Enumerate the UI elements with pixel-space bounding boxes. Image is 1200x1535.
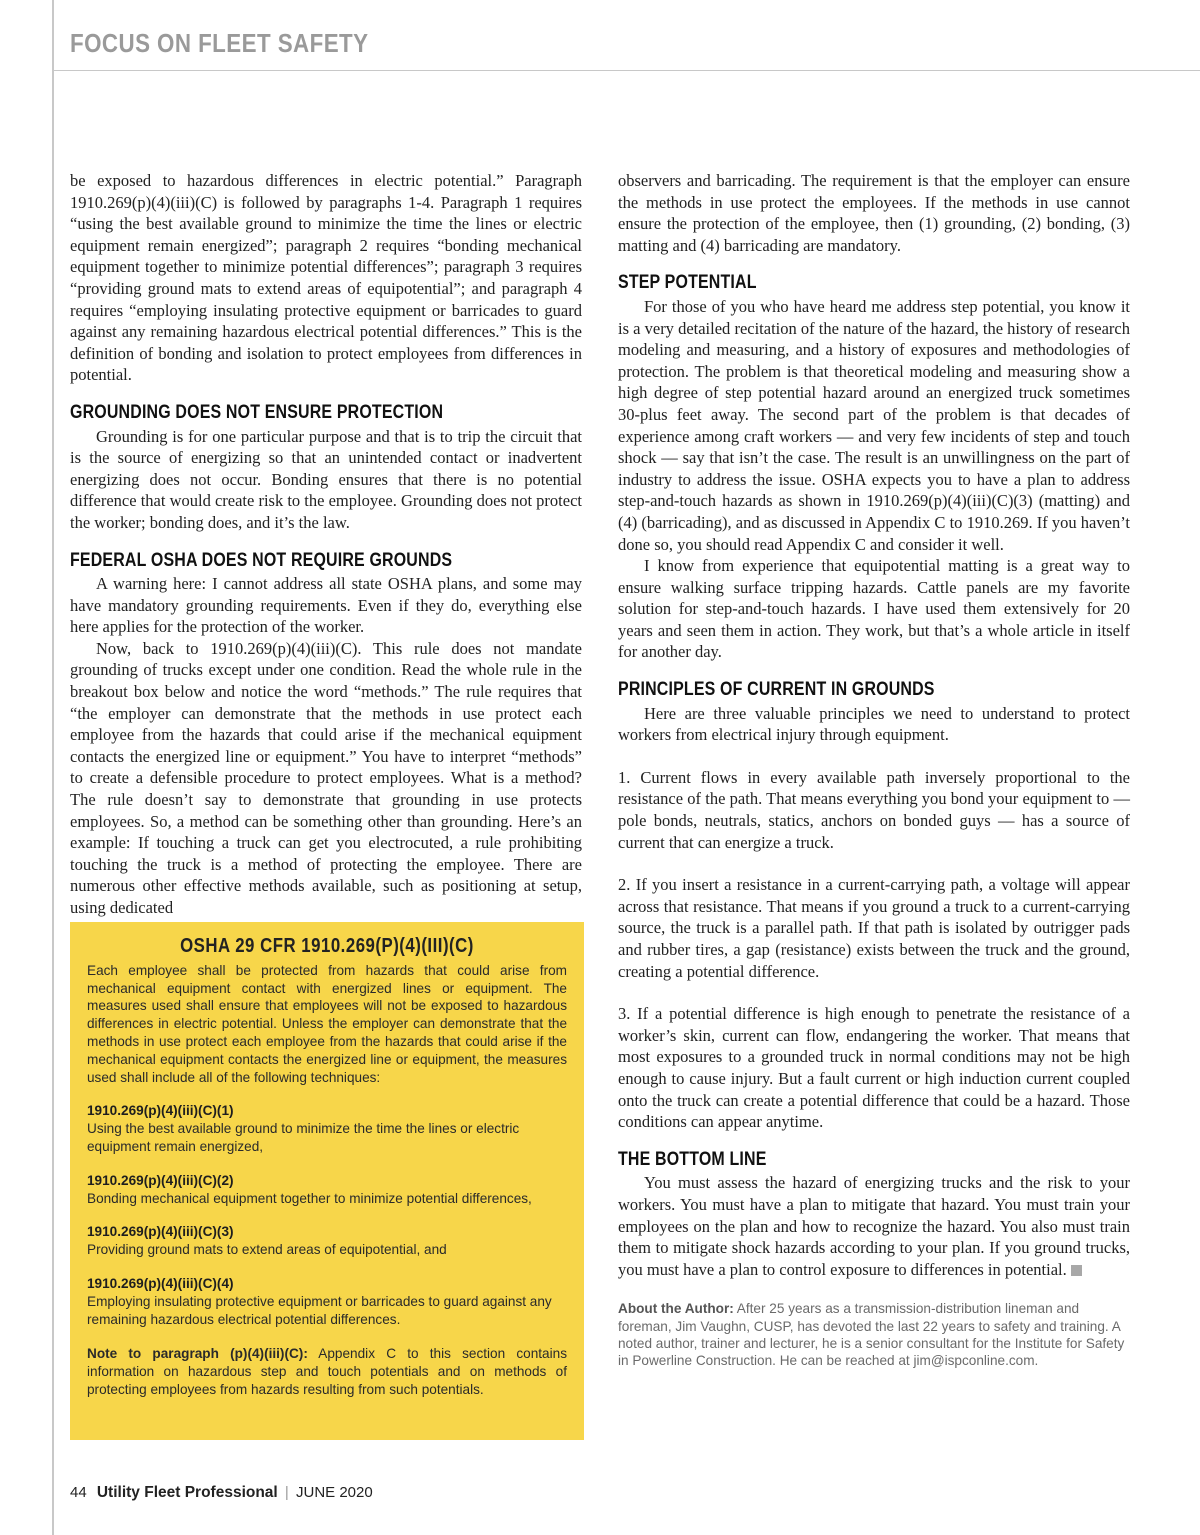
principle-1: 1. Current flows in every available path inversely proportional to the resistance of the path. That means everything you bond your equipment to — pole bonds, neutrals, statics, anchors on bonded guys — has a source of current that can energize a truck. — [618, 767, 1130, 852]
left-margin-rule — [52, 0, 54, 1535]
sidebar-item-ref: 1910.269(p)(4)(iii)(C)(4) — [87, 1275, 234, 1291]
sidebar-item-text: Employing insulating protective equipment or barricades to guard against any remaining hazardous electrical potential differences. — [87, 1293, 552, 1327]
bottom-line-text: You must assess the hazard of energizing trucks and the risk to your workers. You must have a plan to mitigate that hazard. You must train your employees on the plan and how to recognize the hazard. You also must train them to mitigate shock hazards according to your plan. If you ground trucks, you must have a plan to control exposure to differences in potential. — [618, 1173, 1130, 1279]
paragraph: Now, back to 1910.269(p)(4)(iii)(C). This rule does not mandate grounding of trucks except under one condition. Read the whole rule in the breakout box below and notice the word “methods.” The rule requires that “the employer can demonstrate that the methods in use protect each employee from the hazards that could arise if the mechanical equipment contacts the energized line or equipment.” You have to interpret “methods” to create a defensible procedure to protect employees. What is a method? The rule doesn’t say to demonstrate that grounding in use protects employees. So, a method can be something other than grounding. Here’s an example: If touching a truck can get you electrocuted, a rule prohibiting touching the truck is a method of protecting the employee. There are numerous other effective methods available, such as positioning at setup, using dedicated — [70, 638, 582, 917]
sidebar-item-ref: 1910.269(p)(4)(iii)(C)(3) — [87, 1224, 234, 1240]
sidebar-item — [87, 1275, 567, 1328]
sidebar-item-ref: 1910.269(p)(4)(iii)(C)(2) — [87, 1172, 234, 1188]
paragraph-bottom-line — [618, 1172, 1130, 1280]
paragraph: be exposed to hazardous differences in electric potential.” Paragraph 1910.269(p)(4)(iii)(C) is followed by paragraphs 1-4. Paragraph 1 requires “using the best available ground to minimize the time the lines or electric equipment remain energized”; paragraph 2 requires “bonding mechanical equipment together to minimize potential differences”; paragraph 3 requires “providing ground mats to extend areas of equipotential”; and paragraph 4 requires “employing insulating protective equipment or barricades to guard against any remaining hazardous electrical potential differences.” This is the definition of bonding and isolation to protect employees from differences in potential. — [70, 171, 582, 385]
right-column — [618, 170, 1130, 1370]
principle-2: 2. If you insert a resistance in a current-carrying path, a voltage will appear across that resistance. That means if you ground a truck to a current-carrying source, the truck is a parallel path. If that path is isolated by outrigger pads and rubber tires, a gap (resistance) exists between the truck and the ground, creating a potential difference. — [618, 875, 1130, 981]
paragraph: Here are three valuable principles we need to understand to protect workers from electrical injury through equipment. — [618, 703, 1130, 745]
page-footer — [70, 1484, 373, 1502]
paragraph: A warning here: I cannot address all state OSHA plans, and some may have mandatory grounding requirements. Even if they do, everything else here applies for the protection of the worker. — [70, 574, 582, 637]
about-author-label: About the Author: — [618, 1301, 734, 1317]
section-header: FOCUS ON FLEET SAFETY — [70, 28, 369, 58]
heading-step-potential: STEP POTENTIAL — [618, 272, 757, 294]
sidebar-note — [87, 1345, 567, 1398]
paragraph: observers and barricading. The requirement is that the employer can ensure the methods in use protect the employees. If the methods in use cannot ensure the protection of the employee, then (1) grounding, (2) bonding, (3) matting and (4) barricading are mandatory. — [618, 171, 1130, 255]
sidebar-item — [87, 1172, 567, 1208]
sidebar-item — [87, 1102, 567, 1155]
heading-bottom-line: THE BOTTOM LINE — [618, 1148, 767, 1170]
about-author-text: After 25 years as a transmission-distribution lineman and foreman, Jim Vaughn, CUSP, has devoted the last 22 years to safety and training. A noted author, trainer and lecturer, he is a senior consultant for the Institute for Safety in Powerline Construction. He can be reached at jim@ispconline.com. — [618, 1301, 1125, 1369]
about-author — [618, 1300, 1130, 1369]
sidebar-item-text: Bonding mechanical equipment together to minimize potential differences, — [87, 1190, 532, 1206]
publication-name: Utility Fleet Professional — [96, 1484, 278, 1501]
heading-principles: PRINCIPLES OF CURRENT IN GROUNDS — [618, 679, 935, 701]
sidebar-title: OSHA 29 CFR 1910.269(P)(4)(III)(C) — [180, 935, 474, 957]
sidebar-item-ref: 1910.269(p)(4)(iii)(C)(1) — [87, 1103, 234, 1119]
principle-3: 3. If a potential difference is high enough to penetrate the resistance of a worker’s skin, current can flow, endangering the worker. That means that most exposures to a grounded truck in normal conditions may not be high enough to cause injury. But a fault current or high induction current coupled onto the truck can create a potential difference that could be a hazard. Those conditions can appear anytime. — [618, 1004, 1130, 1132]
footer-separator: | — [284, 1484, 289, 1501]
header-rule — [52, 70, 1200, 71]
paragraph: For those of you who have heard me address step potential, you know it is a very detailed recitation of the nature of the hazard, the history of research modeling and measuring, and a history of exposures and methodologies of protection. The problem is that theoretical modeling and measuring show a high degree of step potential hazard around an energized truck sometimes 30-plus feet away. The second part of the problem is that decades of experience among craft workers — and very few incidents of step and touch shock — say that isn’t the case. The result is an unwillingness on the part of industry to address the issue. OSHA expects you to have a plan to address step-and-touch hazards as shown in 1910.269(p)(4)(iii)(C)(3) (matting) and (4) (barricading), and as discussed in Appendix C to 1910.269. If you haven’t done so, you should read Appendix C and consider it well. — [618, 296, 1130, 554]
sidebar-item-text: Using the best available ground to minimize the time the lines or electric equipment remain energized, — [87, 1121, 520, 1154]
left-column — [70, 170, 582, 919]
paragraph: I know from experience that equipotential matting is a great way to ensure walking surface tripping hazards. Cattle panels are my favorite solution for step-and-touch hazards. I have used them extensively for 20 years and seen them in action. They work, but that’s a whole article in itself for another day. — [618, 556, 1130, 662]
sidebar-note-text: Appendix C to this section contains information on hazardous step and touch potentials and on methods of protecting employees from hazards resulting from such potentials. — [87, 1346, 567, 1397]
heading-federal-osha: FEDERAL OSHA DOES NOT REQUIRE GROUNDS — [70, 549, 453, 571]
heading-grounding: GROUNDING DOES NOT ENSURE PROTECTION — [70, 401, 444, 423]
sidebar-item-text: Providing ground mats to extend areas of equipotential, and — [87, 1242, 447, 1258]
paragraph: Grounding is for one particular purpose and that is to trip the circuit that is the source of energizing so that an unintended contact or inadvertent energizing does not occur. Bonding ensures that there is no potential difference that would create risk to the employee. Grounding does not protect the worker; bonding does, and it’s the law. — [70, 426, 582, 532]
sidebar-item — [87, 1223, 567, 1259]
page-number: 44 — [70, 1484, 87, 1501]
sidebar-intro: Each employee shall be protected from hazards that could arise from mechanical equipment contact with energized lines or equipment. The measures used shall ensure that employees will not be exposed to hazardous differences in electric potential. Unless the employer can demonstrate that the methods in use protect each employee from the hazards that could arise if the mechanical equipment contacts the energized line or equipment, the measures used shall include all of the following techniques: — [87, 962, 567, 1085]
osha-rule-sidebar — [70, 922, 584, 1440]
end-mark-icon — [1071, 1265, 1082, 1276]
sidebar-note-label: Note to paragraph (p)(4)(iii)(C): — [87, 1346, 308, 1362]
issue-date: JUNE 2020 — [296, 1484, 373, 1501]
